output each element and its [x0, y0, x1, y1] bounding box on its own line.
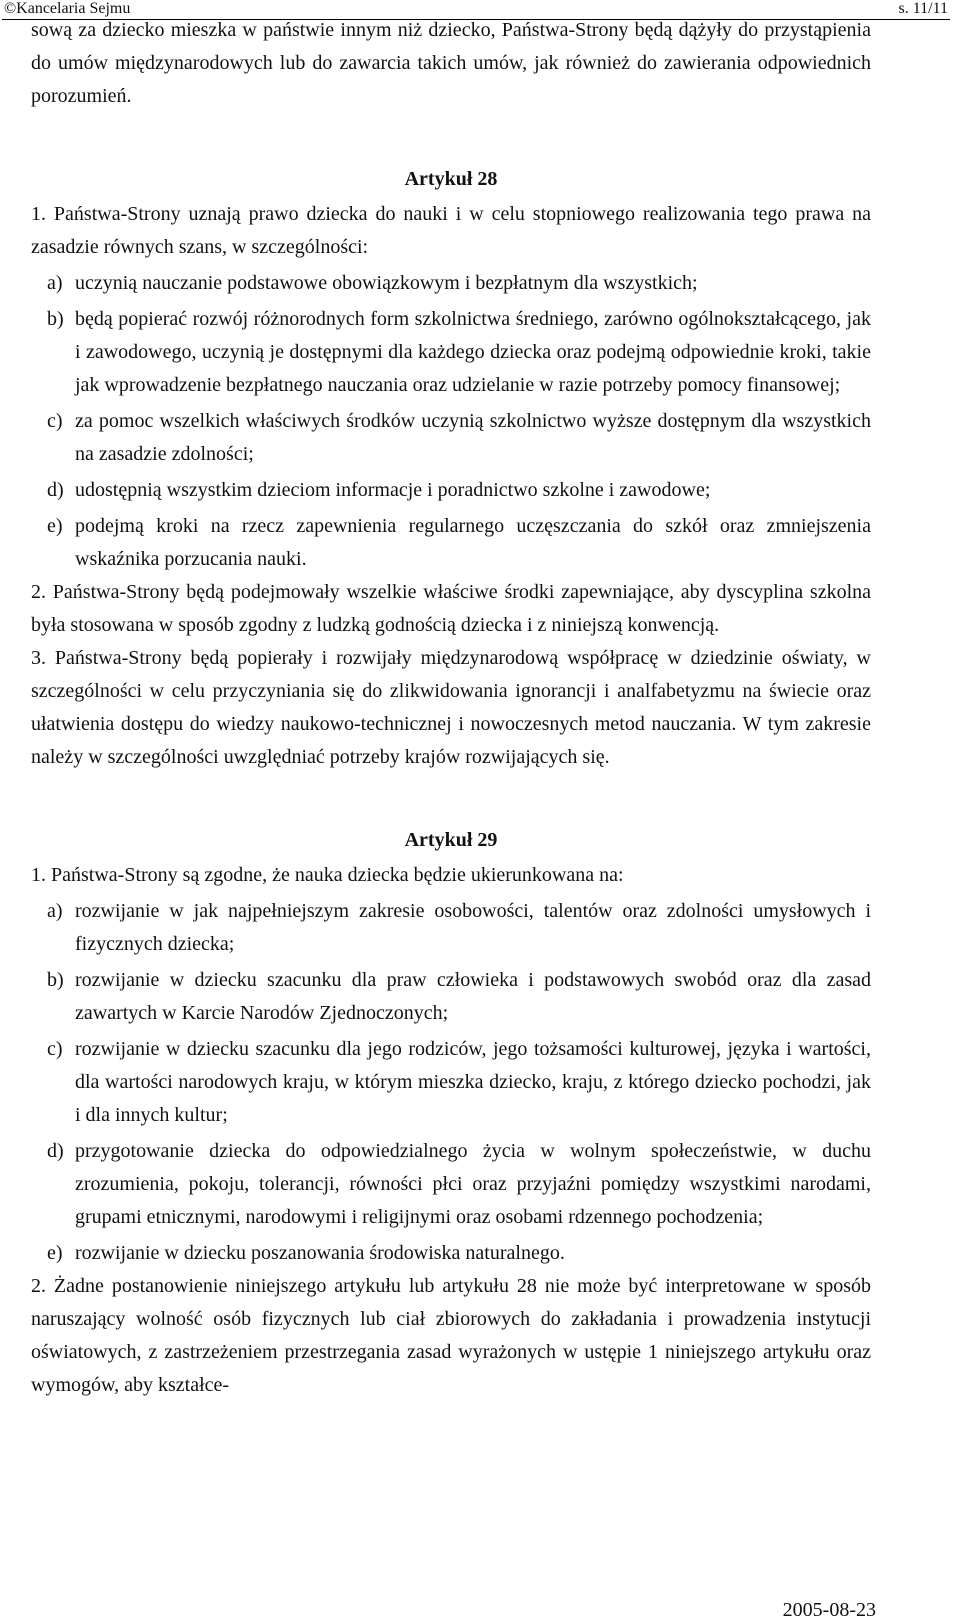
article-28-item-b	[47, 303, 871, 402]
article-29-paragraph-2: 2. Żadne postanowienie niniejszego artykułu lub artykułu 28 nie może być interpretowane w sposób naruszający wolność osób fizycznych lub ciał zbiorowych do zakładania i prowadzenia instytucji oświatowych, z zastrzeżeniem przestrzegania zasad wyrażonych w ustępie 1 niniejszego artykułu oraz wymogów, aby kształce-	[31, 1275, 871, 1396]
article-29-item-b	[47, 964, 871, 1030]
document-body	[31, 14, 871, 1402]
item-label: a)	[47, 900, 63, 922]
item-text: rozwijanie w dziecku szacunku dla praw człowieka i podstawowych swobód oraz dla zasad zawartych w Karcie Narodów Zjednoczonych;	[75, 969, 871, 1024]
intro-paragraph: sową za dziecko mieszka w państwie innym niż dziecko, Państwa-Strony będą dążyły do przystąpienia do umów międzynarodowych lub do zawarcia takich umów, jak również do zawierania odpowiednich porozumień.	[31, 19, 871, 107]
item-text: podejmą kroki na rzecz zapewnienia regularnego uczęszczania do szkół oraz zmniejszenia wskaźnika porzucania nauki.	[75, 515, 871, 570]
header-source: ©Kancelaria Sejmu	[4, 0, 131, 17]
item-label: a)	[47, 272, 63, 294]
item-label: b)	[47, 308, 64, 330]
item-label: d)	[47, 479, 64, 501]
item-text: będą popierać rozwój różnorodnych form szkolnictwa średniego, zarówno ogólnokształcącego, jak i zawodowego, uczynią je dostępnymi dla każdego dziecka oraz podejmą odpowiednie kroki, takie jak wprowadzenie bezpłatnego nauczania oraz udzielanie w razie potrzeby pomocy finansowej;	[75, 308, 871, 396]
article-28-heading: Artykuł 28	[404, 168, 498, 190]
item-label: e)	[47, 515, 63, 537]
article-28-paragraph-1: 1. Państwa-Strony uznają prawo dziecka do nauki i w celu stopniowego realizowania tego prawa na zasadzie równych szans, w szczególności:	[31, 203, 871, 258]
article-28-item-a	[47, 267, 871, 300]
item-text: przygotowanie dziecka do odpowiedzialnego życia w wolnym społeczeństwie, w duchu zrozumienia, pokoju, tolerancji, równości płci oraz przyjaźni pomiędzy wszystkimi narodami, grupami etnicznymi, narodowymi i religijnymi oraz osobami rdzennego pochodzenia;	[75, 1140, 871, 1228]
article-29-item-e	[47, 1237, 871, 1270]
item-text: rozwijanie w jak najpełniejszym zakresie osobowości, talentów oraz zdolności umysłowych i fizycznych dziecka;	[75, 900, 871, 955]
item-text: za pomoc wszelkich właściwych środków uczynią szkolnictwo wyższe dostępnym dla wszystkich na zasadzie zdolności;	[75, 410, 871, 465]
item-text: rozwijanie w dziecku poszanowania środowiska naturalnego.	[75, 1242, 565, 1264]
item-text: udostępnią wszystkim dzieciom informacje i poradnictwo szkolne i zawodowe;	[75, 479, 711, 501]
article-29-item-a	[47, 895, 871, 961]
item-label: d)	[47, 1140, 64, 1162]
document-date: 2005-08-23	[782, 1599, 876, 1621]
article-28-item-d	[47, 474, 871, 507]
item-label: e)	[47, 1242, 63, 1264]
article-28-paragraph-3: 3. Państwa-Strony będą popierały i rozwijały międzynarodową współpracę w dziedzinie oświaty, w szczególności w celu przyczyniania się do zlikwidowania ignorancji i analfabetyzmu na świecie oraz ułatwienia dostępu do wiedzy naukowo-technicznej i nowoczesnych metod nauczania. W tym zakresie należy w szczególności uwzględniać potrzeby krajów rozwijających się.	[31, 647, 871, 768]
item-label: c)	[47, 1038, 63, 1060]
page-number: s. 11/11	[898, 0, 948, 17]
item-label: c)	[47, 410, 63, 432]
item-text: uczynią nauczanie podstawowe obowiązkowym i bezpłatnym dla wszystkich;	[75, 272, 698, 294]
item-text: rozwijanie w dziecku szacunku dla jego rodziców, jego tożsamości kulturowej, języka i wartości, dla wartości narodowych kraju, w którym mieszka dziecko, kraju, z którego dziecko pochodzi, jak i dla innych kultur;	[75, 1038, 871, 1126]
article-28-item-e	[47, 510, 871, 576]
article-29-paragraph-1: 1. Państwa-Strony są zgodne, że nauka dziecka będzie ukierunkowana na:	[31, 864, 624, 886]
item-label: b)	[47, 969, 64, 991]
article-29-item-d	[47, 1135, 871, 1234]
article-29-heading: Artykuł 29	[404, 829, 498, 851]
article-28-item-c	[47, 405, 871, 471]
article-29-item-c	[47, 1033, 871, 1132]
article-28-paragraph-2: 2. Państwa-Strony będą podejmowały wszelkie właściwe środki zapewniające, aby dyscyplina szkolna była stosowana w sposób zgodny z ludzką godnością dziecka i z niniejszą konwencją.	[31, 581, 871, 636]
